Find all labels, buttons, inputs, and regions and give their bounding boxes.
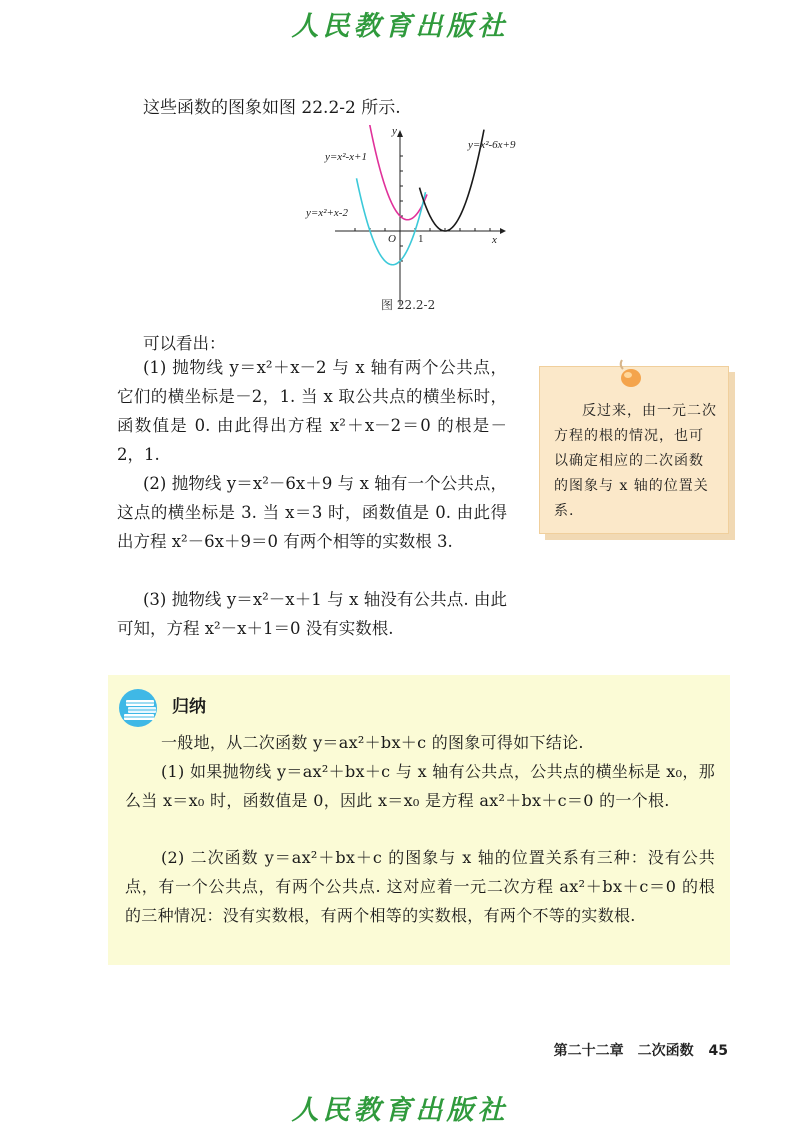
label-f1: y=x²-x+1 bbox=[325, 151, 367, 163]
summary-title: 归纳 bbox=[172, 697, 206, 717]
pushpin-icon bbox=[613, 356, 647, 392]
summary-point-1: (1) 如果抛物线 y＝ax²＋bx＋c 与 x 轴有公共点，公共点的横坐标是 x₀，那么当 x＝x₀ 时，函数值是 0，因此 x＝x₀ 是方程 ax²＋bx＋c＝0 的一个根. bbox=[125, 762, 715, 810]
intro-text: 这些函数的图象如图 22.2-2 所示. bbox=[143, 98, 401, 118]
books-icon bbox=[118, 688, 164, 728]
page-number: 45 bbox=[708, 1043, 728, 1059]
label-x-axis: x bbox=[492, 234, 497, 246]
lead-text: 可以看出： bbox=[143, 334, 226, 353]
paragraph-3: (3) 抛物线 y＝x²－x＋1 与 x 轴没有公共点. 由此可知，方程 x²－x＋1＝0 没有实数根. bbox=[117, 590, 507, 638]
paragraph-2: (2) 抛物线 y＝x²－6x＋9 与 x 轴有一个公共点，这点的横坐标是 3. 当 x＝3 时，函数值是 0. 由此得出方程 x²－6x＋9＝0 有两个相等的实数根 3. bbox=[117, 474, 507, 551]
label-origin: O bbox=[388, 233, 396, 245]
y-axis-arrow-icon bbox=[397, 130, 403, 137]
summary-point-2: (2) 二次函数 y＝ax²＋bx＋c 的图象与 x 轴的位置关系有三种：没有公共点，有一个公共点，有两个公共点. 这对应着一元二次方程 ax²＋bx＋c＝0 的根的三种情况：没有实数根，有两个相等的实数根，有两个不等的实数根. bbox=[125, 848, 715, 925]
x-axis-arrow-icon bbox=[500, 228, 506, 234]
publisher-logo-bottom: 人民教育出版社 bbox=[291, 1095, 509, 1126]
page-footer bbox=[544, 1040, 728, 1060]
sidenote-text: 反过来，由一元二次方程的根的情况，也可以确定相应的二次函数的图象与 x 轴的位置关系. bbox=[554, 403, 717, 519]
paragraph-1: (1) 抛物线 y＝x²＋x－2 与 x 轴有两个公共点，它们的横坐标是－2，1. 当 x 取公共点的横坐标时，函数值是 0. 由此得出方程 x²＋x－2＝0 的根是－2，1. bbox=[117, 358, 507, 464]
parabola-figure bbox=[300, 125, 540, 315]
label-tick-one: 1 bbox=[418, 233, 424, 245]
label-f3: y=x²-6x+9 bbox=[468, 139, 516, 151]
curve-x2-minus-x-plus-1 bbox=[364, 125, 427, 220]
figure-caption: 图 22.2-2 bbox=[381, 298, 436, 312]
publisher-logo-top: 人民教育出版社 bbox=[291, 11, 509, 42]
label-f2: y=x²+x-2 bbox=[306, 207, 348, 219]
chapter-title: 第二十二章 二次函数 bbox=[553, 1043, 694, 1059]
label-y-axis: y bbox=[392, 125, 397, 137]
summary-intro: 一般地，从二次函数 y＝ax²＋bx＋c 的图象可得如下结论. bbox=[161, 733, 584, 752]
curve-x2-plus-x-minus-2 bbox=[357, 178, 426, 264]
